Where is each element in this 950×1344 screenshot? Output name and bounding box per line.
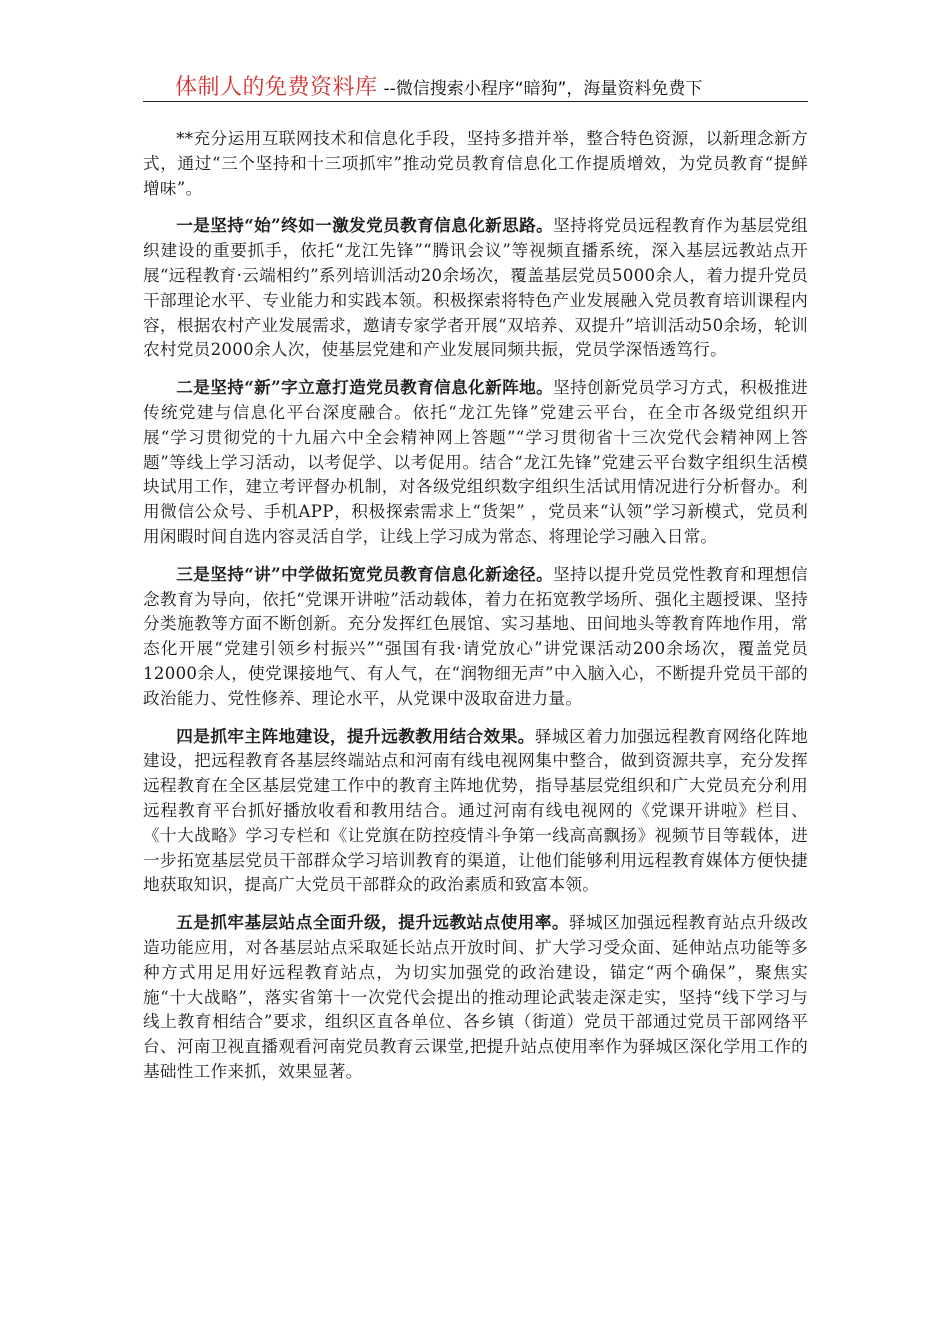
paragraph-text: 坚持创新党员学习方式，积极推进传统党建与信息化平台深度融合。依托“龙江先锋”党建云平台，在全市各级党组织开展“学习贯彻党的十九届六中全会精神网上答题”“学习贯彻省十三次党代会精神网上答题”等线上学习活动，以考促学、以考促用。结合“龙江先锋”党建云平台数字组织生活模块试用工作，建立考评督办机制，对各级党组织数字组织生活试用情况进行分析督办。利用微信公众号、手机APP，积极探索需求上“货架” ，党员来“认领”学习新模式，党员利用闲暇时间自选内容灵活自学，让线上学习成为常态、将理论学习融入日常。 [143,378,808,546]
paragraph-point-1 [143,213,808,363]
header-divider [143,101,808,102]
paragraph-lead: 二是坚持“新”字立意打造党员教育信息化新阵地。 [176,377,554,398]
paragraph-text: **充分运用互联网技术和信息化手段，坚持多措并举，整合特色资源，以新理念新方式，通过“三个坚持和十三项抓牢”推动党员教育信息化工作提质增效，为党员教育“提鲜增味”。 [143,129,808,198]
paragraph-lead: 三是坚持“讲”中学做拓宽党员教育信息化新途径。 [176,563,554,584]
header-tagline: --微信搜索小程序“暗狗”，海量资料免费下 [383,79,703,99]
paragraph-lead: 五是抓牢基层站点全面升级，提升远教站点使用率。 [176,912,570,933]
document-body [143,126,808,1097]
paragraph-text: 坚持将党员远程教育作为基层党组织建设的重要抓手，依托“龙江先锋”“腾讯会议”等视频直播系统，深入基层远教站点开展“远程教育·云端相约”系列培训活动20余场次，覆盖基层党员5000余人，着力提升党员干部理论水平、专业能力和实践本领。积极探索将特色产业发展融入党员教育培训课程内容，根据农村产业发展需求，邀请专家学者开展“双培养、双提升”培训活动50余场，轮训农村党员2000余人次，使基层党建和产业发展同频共振，党员学深悟透笃行。 [143,216,808,360]
page-header [143,70,808,104]
header-brand: 体制人的免费资料库 [175,75,378,100]
paragraph-lead: 四是抓牢主阵地建设，提升远教教用结合效果。 [176,725,535,746]
paragraph-point-4 [143,724,808,899]
paragraph-text: 坚持以提升党员党性教育和理想信念教育为导向，依托“党课开讲啦”活动载体，着力在拓宽教学场所、强化主题授课、坚持分类施教等方面不断创新。充分发挥红色展馆、实习基地、田间地头等教育阵地作用，常态化开展“党建引领乡村振兴”“强国有我·请党放心”讲党课活动200余场次，覆盖党员12000余人，使党课接地气、有人气，在“润物细无声”中入脑入心，不断提升党员干部的政治能力、党性修养、理论水平，从党课中汲取奋进力量。 [143,564,808,708]
paragraph-text: 驿城区着力加强远程教育网络化阵地建设，把远程教育各基层终端站点和河南有线电视网集中整合，做到资源共享，充分发挥远程教育在全区基层党建工作中的教育主阵地优势，指导基层党组织和广大党员充分利用远程教育平台抓好播放收看和教用结合。通过河南有线电视网的《党课开讲啦》栏目、《十大战略》学习专栏和《让党旗在防控疫情斗争第一线高高飘扬》视频节目等载体，进一步拓宽基层党员干部群众学习培训教育的渠道，让他们能够利用远程教育媒体方便快捷地获取知识，提高广大党员干部群众的政治素质和致富本领。 [143,726,808,895]
paragraph-point-5 [143,910,808,1085]
paragraph-point-2 [143,375,808,550]
paragraph-lead: 一是坚持“始”终如一激发党员教育信息化新思路。 [176,215,554,236]
paragraph-point-3 [143,562,808,712]
paragraph-text: 驿城区加强远程教育站点升级改造功能应用，对各基层站点采取延长站点开放时间、扩大学习受众面、延伸站点功能等多种方式用足用好远程教育站点，为切实加强党的政治建设，锚定“两个确保”，聚焦实施“十大战略”，落实省第十一次党代会提出的推动理论武装走深走实，坚持“线下学习与线上教育相结合”要求，组织区直各单位、各乡镇（街道）党员干部通过党员干部网络平台、河南卫视直播观看河南党员教育云课堂,把提升站点使用率作为驿城区深化学用工作的基础性工作来抓，效果显著。 [143,913,808,1081]
paragraph-intro [143,126,808,201]
